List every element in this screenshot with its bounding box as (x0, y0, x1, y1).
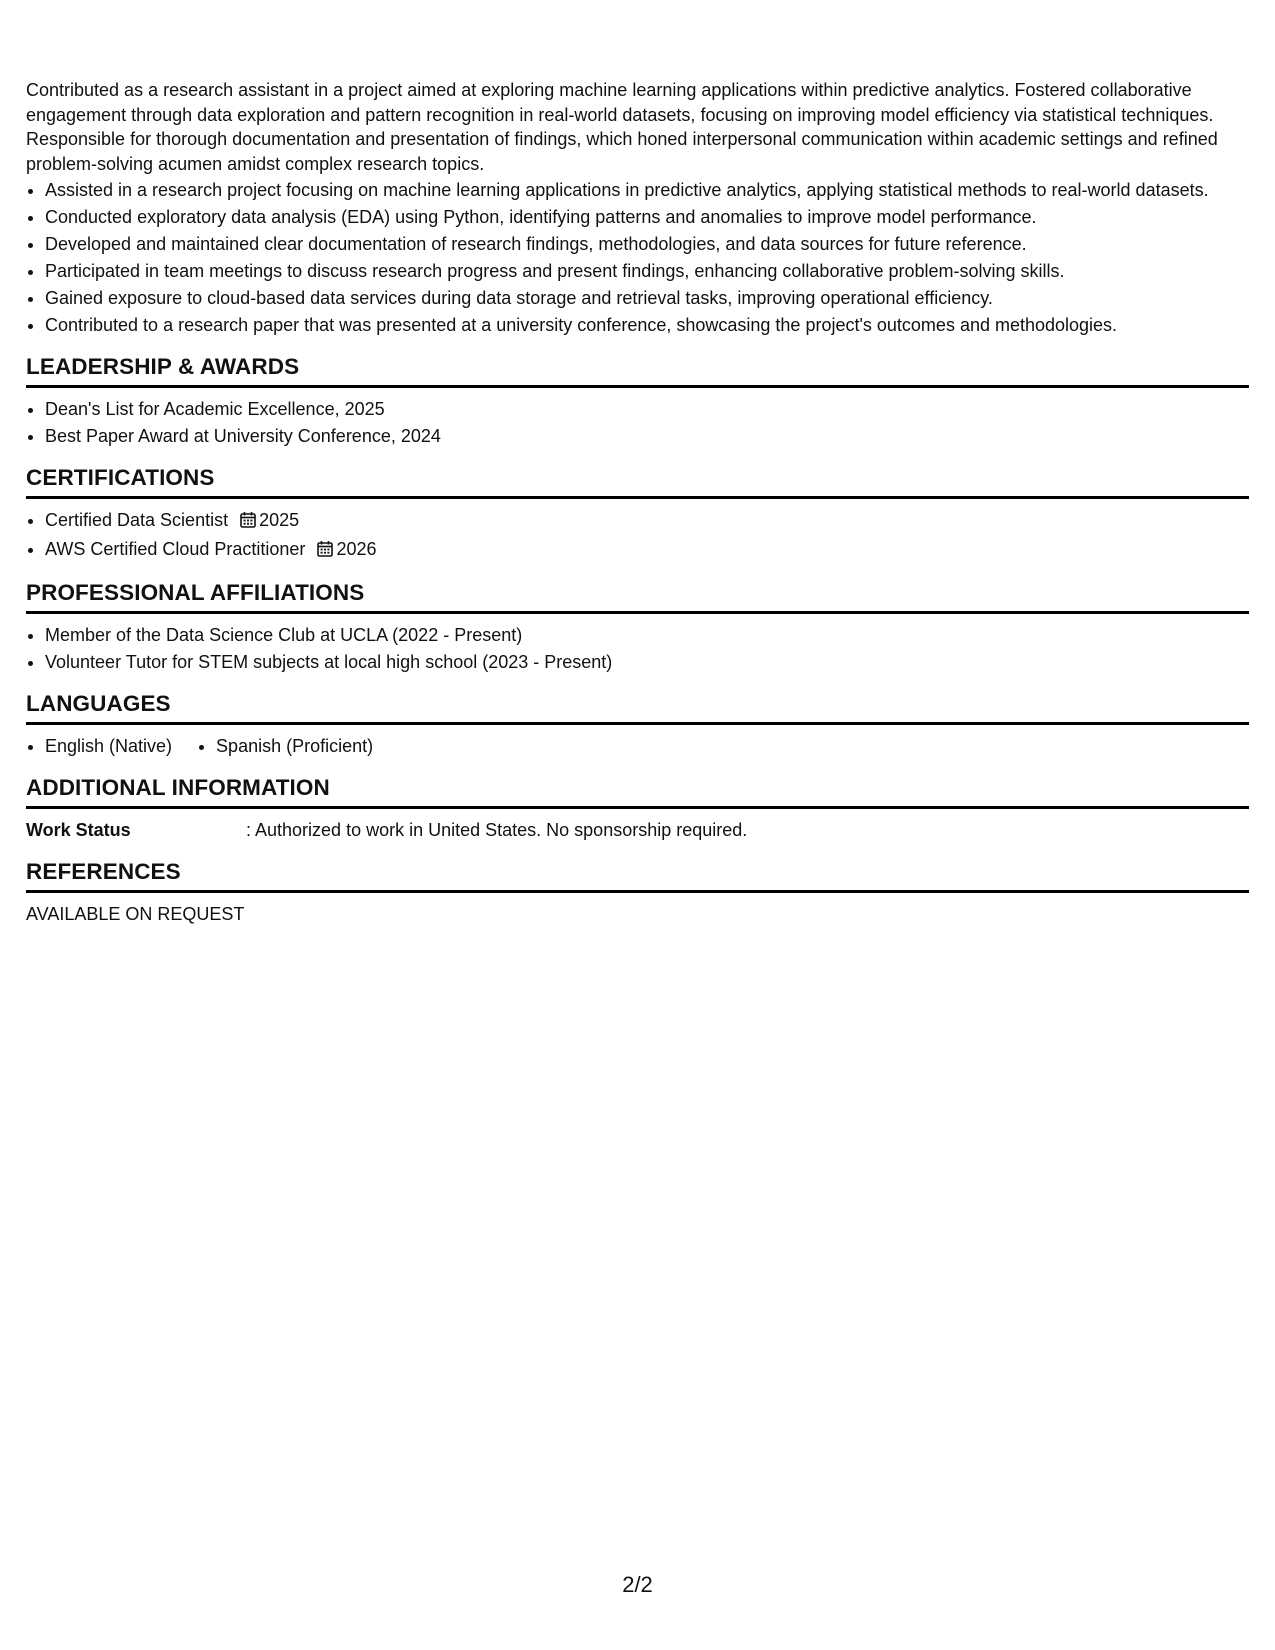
list-item: • Participated in team meetings to discuss research progress and present findings, enhancing collaborative problem-solving skills. (45, 259, 1249, 283)
work-status-label: Work Status (26, 820, 131, 840)
list-item: • English (Native) (45, 734, 172, 758)
references-text: AVAILABLE ON REQUEST (26, 904, 245, 924)
leadership-list (26, 397, 1249, 448)
list-item: • Volunteer Tutor for STEM subjects at local high school (2023 - Present) (45, 650, 1249, 674)
certification-year: 2025 (259, 510, 300, 530)
section-title-references: REFERENCES (26, 858, 1249, 893)
calendar-icon (317, 539, 333, 563)
certifications-list (26, 508, 1249, 563)
list-item: • Gained exposure to cloud-based data services during data storage and retrieval tasks, improving operational efficiency. (45, 286, 1249, 310)
affiliations-list (26, 623, 1249, 674)
section-title-languages: LANGUAGES (26, 690, 1249, 725)
list-item: • Contributed to a research paper that was presented at a university conference, showcasing the project's outcomes and methodologies. (45, 313, 1249, 337)
list-item (45, 537, 1249, 563)
certification-name: AWS Certified Cloud Practitioner (45, 539, 306, 559)
list-item: • Developed and maintained clear documentation of research findings, methodologies, and data sources for future reference. (45, 232, 1249, 256)
list-item: • Conducted exploratory data analysis (EDA) using Python, identifying patterns and anomalies to improve model performance. (45, 205, 1249, 229)
certification-year: 2026 (336, 539, 377, 559)
list-item (45, 508, 1249, 534)
page-number: 2/2 (622, 1572, 653, 1597)
section-title-certifications: CERTIFICATIONS (26, 464, 1249, 499)
calendar-icon (240, 510, 256, 534)
list-item: • Spanish (Proficient) (216, 734, 373, 758)
section-title-leadership: LEADERSHIP & AWARDS (26, 353, 1249, 388)
certification-name: Certified Data Scientist (45, 510, 229, 530)
work-status-row (26, 818, 1249, 842)
languages-list (26, 734, 1249, 758)
list-item: • Assisted in a research project focusing on machine learning applications in predictive analytics, applying statistical methods to real-world datasets. (45, 178, 1249, 202)
section-title-additional-information: ADDITIONAL INFORMATION (26, 774, 1249, 809)
section-title-affiliations: PROFESSIONAL AFFILIATIONS (26, 579, 1249, 614)
research-summary: Contributed as a research assistant in a project aimed at exploring machine learning applications within predictive analytics. Fostered collaborative engagement through data exploration and pattern recognition in real-world datasets, focusing on improving model efficiency via statistical techniques. Responsible for thorough documentation and presentation of findings, which honed interpersonal communication within academic settings and refined problem-solving acumen amidst complex research topics. (26, 80, 1218, 174)
resume-page (26, 78, 1249, 926)
work-status-value: : Authorized to work in United States. No sponsorship required. (246, 820, 748, 840)
list-item: • Dean's List for Academic Excellence, 2025 (45, 397, 1249, 421)
research-bullet-list (26, 178, 1249, 337)
list-item: • Best Paper Award at University Conference, 2024 (45, 424, 1249, 448)
list-item: • Member of the Data Science Club at UCLA (2022 - Present) (45, 623, 1249, 647)
